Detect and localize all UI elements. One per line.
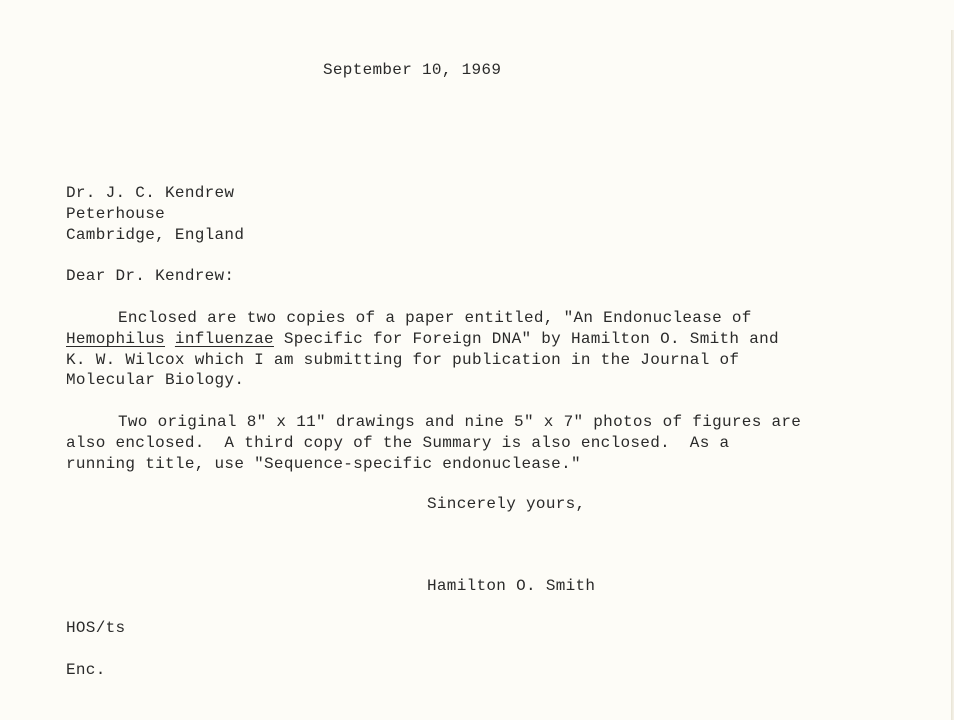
paragraph-2-line-2: also enclosed. A third copy of the Summary is also enclosed. As a bbox=[66, 434, 730, 452]
paragraph-1-line-1: Enclosed are two copies of a paper entitled, "An Endonuclease of bbox=[118, 309, 752, 327]
salutation: Dear Dr. Kendrew: bbox=[66, 267, 235, 285]
paragraph-2-line-3: running title, use "Sequence-specific endonuclease." bbox=[66, 455, 581, 473]
recipient-name: Dr. J. C. Kendrew bbox=[66, 184, 235, 202]
typist-initials: HOS/ts bbox=[66, 619, 126, 637]
paragraph-1-line-3: K. W. Wilcox which I am submitting for publication in the Journal of bbox=[66, 351, 740, 369]
enclosure-notation: Enc. bbox=[66, 661, 106, 679]
species-name: influenzae bbox=[174, 330, 274, 348]
paragraph-1-line-2 bbox=[66, 329, 779, 349]
closing: Sincerely yours, bbox=[427, 495, 586, 513]
paragraph-1-line-4: Molecular Biology. bbox=[66, 371, 245, 389]
paragraph-2-line-1: Two original 8" x 11" drawings and nine 5" x 7" photos of figures are bbox=[118, 413, 802, 431]
recipient-address-line-2: Cambridge, England bbox=[66, 226, 245, 244]
letter-date: September 10, 1969 bbox=[323, 61, 502, 79]
genus-name: Hemophilus bbox=[66, 330, 166, 348]
signer-name: Hamilton O. Smith bbox=[427, 577, 596, 595]
recipient-address-line-1: Peterhouse bbox=[66, 205, 166, 223]
paragraph-1-line-2-rest: Specific for Foreign DNA" by Hamilton O. Smith and bbox=[273, 330, 779, 348]
scan-border bbox=[954, 0, 960, 720]
